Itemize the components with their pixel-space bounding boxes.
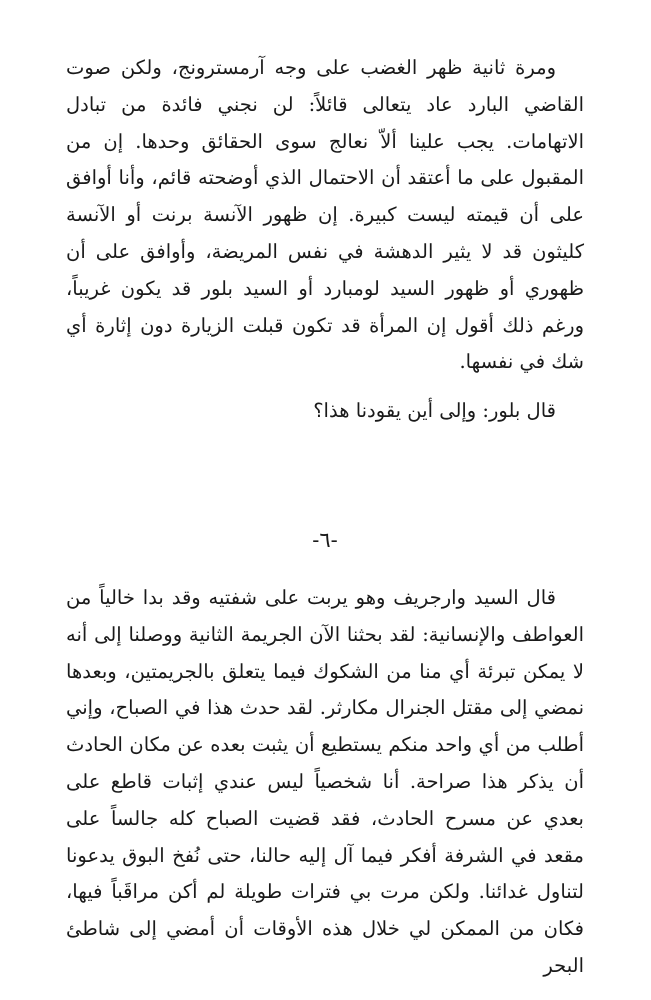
chapter-heading: -٦- bbox=[312, 527, 338, 552]
paragraph-wargrave: قال السيد وارجريف وهو يربت على شفتيه وقد بدا خالياً من العواطف والإنسانية: لقد بحثنا الآن الجريمة الثانية ووصلنا إلى أنه لا يمكن تبرئة أي منا من الشكوك فيما يتعلق بالجريمتين، وبعدها نمضي إلى مقتل الجنرال مكارثر. لقد حدث هذا في الصباح، وإني أطلب من أي واحد منكم يستطيع أن يثبت بعده عن مكان الحادث أن يذكر هذا صراحة. أنا شخصياً ليس عندي إثبات قاطع على بعدي عن مسرح الحادث، فقد قضيت الصباح كله جالساً على مقعد في الشرفة أفكر فيما آل إليه حالنا، حتى نُفخ البوق يدعونا لتناول غدائنا. ولكن مرت بي فترات طويلة لم أكن مراقَباً فيها، فكان من الممكن لي خلال هذه الأوقات أن أمضي إلى شاطئ البحر bbox=[66, 585, 584, 977]
paragraph-armstrong-judge: ومرة ثانية ظهر الغضب على وجه آرمسترونج، ولكن صوت القاضي البارد عاد يتعالى قائلاً: لن نجني فائدة من تبادل الاتهامات. يجب علينا ألاّ نعالج سوى الحقائق وحدها. إن من المقبول على ما أعتقد أن الاحتمال الذي أوضحته قائم، وأنا أوافق على أن قيمته ليست كبيرة. إن ظهور الآنسة برنت أو الآنسة كليثون قد لا يثير الدهشة في نفس المريضة، وأوافق على أن ظهوري أو ظهور السيد لومبارد أو السيد بلور قد يكون غريباً، ورغم ذلك أقول إن المرأة قد تكون قبلت الزيارة دون إثارة أي شك في نفسها. bbox=[66, 56, 584, 374]
paragraph-blore-question: قال بلور: وإلى أين يقودنا هذا؟ bbox=[313, 399, 556, 423]
book-page bbox=[66, 50, 584, 985]
